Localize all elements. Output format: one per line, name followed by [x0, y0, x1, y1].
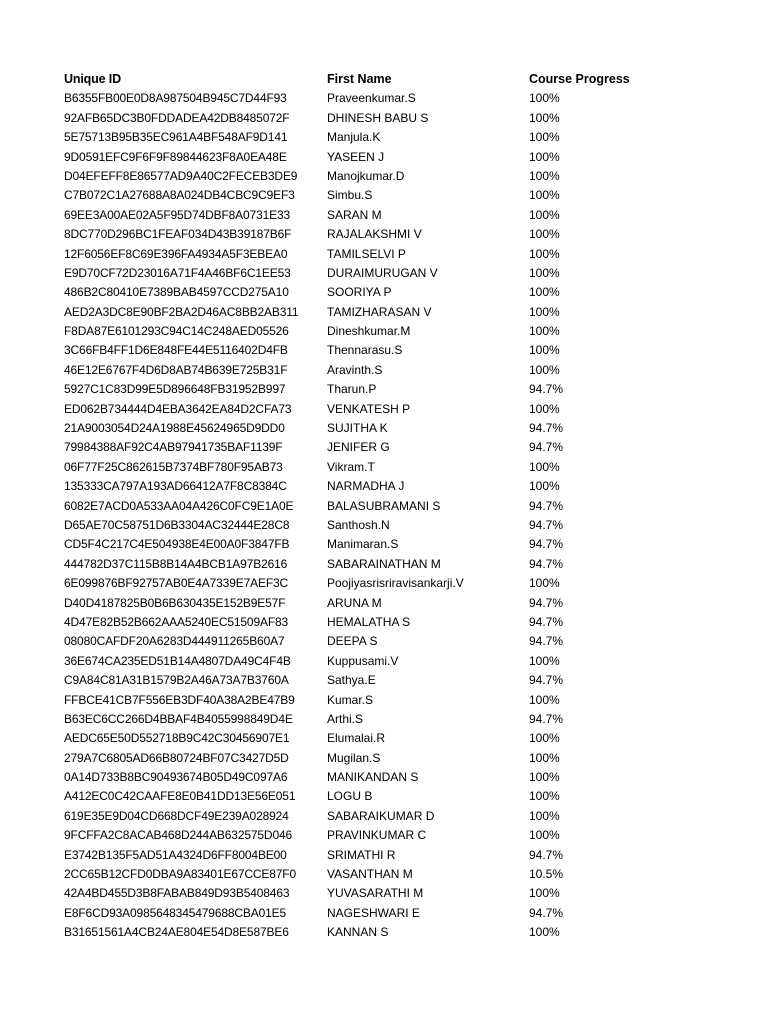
table-row [0, 691, 768, 710]
table-row [0, 322, 768, 341]
cell-unique-id: 6E099876BF92757AB0E4A7339E7AEF3C [64, 576, 289, 591]
table-row [0, 671, 768, 690]
cell-unique-id: E8F6CD93A0985648345479688CBA01E5 [64, 905, 287, 920]
cell-unique-id: 444782D37C115B8B14A4BCB1A97B2616 [64, 556, 288, 571]
cell-course-progress: 94.7% [529, 498, 564, 513]
cell-unique-id: 06F77F25C862615B7374BF780F95AB73 [64, 459, 283, 474]
table-row [0, 826, 768, 845]
cell-course-progress: 94.7% [529, 673, 564, 688]
cell-first-name: VENKATESH P [327, 401, 411, 416]
cell-first-name: Elumalai.R [327, 731, 386, 746]
cell-course-progress: 100% [529, 925, 560, 940]
cell-unique-id: 0A14D733B8BC90493674B05D49C097A6 [64, 770, 288, 785]
cell-course-progress: 100% [529, 188, 560, 203]
cell-unique-id: 3C66FB4FF1D6E848FE44E5116402D4FB [64, 343, 288, 358]
table-header-row [0, 70, 768, 89]
cell-first-name: DURAIMURUGAN V [327, 265, 438, 280]
cell-course-progress: 100% [529, 246, 560, 261]
cell-first-name: Aravinth.S [327, 362, 383, 377]
table-row [0, 225, 768, 244]
cell-course-progress: 94.7% [529, 382, 564, 397]
table-row [0, 497, 768, 516]
cell-unique-id: E3742B135F5AD51A4324D6FF8004BE00 [64, 847, 287, 862]
cell-first-name: VASANTHAN M [327, 867, 413, 882]
spreadsheet-table [0, 70, 768, 943]
cell-course-progress: 100% [529, 828, 560, 843]
table-row [0, 904, 768, 923]
cell-course-progress: 94.7% [529, 517, 564, 532]
cell-first-name: Santhosh.N [327, 517, 390, 532]
cell-course-progress: 100% [529, 130, 560, 145]
cell-course-progress: 100% [529, 149, 560, 164]
cell-unique-id: D65AE70C58751D6B3304AC32444E28C8 [64, 517, 290, 532]
cell-course-progress: 100% [529, 343, 560, 358]
table-body [0, 89, 768, 942]
header-first-name: First Name [327, 72, 392, 86]
cell-first-name: DHINESH BABU S [327, 110, 429, 125]
cell-first-name: MANIKANDAN S [327, 770, 419, 785]
cell-first-name: SARAN M [327, 207, 382, 222]
table-row [0, 846, 768, 865]
cell-first-name: DEEPA S [327, 634, 378, 649]
cell-course-progress: 100% [529, 304, 560, 319]
table-row [0, 574, 768, 593]
table-row [0, 206, 768, 225]
cell-course-progress: 94.7% [529, 905, 564, 920]
cell-course-progress: 100% [529, 886, 560, 901]
cell-unique-id: 5927C1C83D99E5D896648FB31952B997 [64, 382, 286, 397]
cell-course-progress: 94.7% [529, 614, 564, 629]
cell-unique-id: 6082E7ACD0A533AA04A426C0FC9E1A0E [64, 498, 294, 513]
cell-unique-id: 4D47E82B52B662AAA5240EC51509AF83 [64, 614, 289, 629]
cell-unique-id: 08080CAFDF20A6283D444911265B60A7 [64, 634, 285, 649]
cell-unique-id: 279A7C6805AD66B80724BF07C3427D5D [64, 750, 289, 765]
cell-course-progress: 94.7% [529, 537, 564, 552]
table-row [0, 341, 768, 360]
cell-first-name: Sathya.E [327, 673, 376, 688]
cell-first-name: KANNAN S [327, 925, 389, 940]
cell-course-progress: 100% [529, 750, 560, 765]
cell-first-name: Manjula.K [327, 130, 381, 145]
table-row [0, 807, 768, 826]
table-row [0, 477, 768, 496]
table-row [0, 361, 768, 380]
cell-unique-id: C9A84C81A31B1579B2A46A73A7B3760A [64, 673, 289, 688]
table-row [0, 787, 768, 806]
table-row [0, 458, 768, 477]
cell-first-name: Kuppusami.V [327, 653, 399, 668]
cell-first-name: PRAVINKUMAR C [327, 828, 427, 843]
cell-course-progress: 94.7% [529, 711, 564, 726]
table-row [0, 729, 768, 748]
cell-course-progress: 94.7% [529, 847, 564, 862]
cell-course-progress: 100% [529, 91, 560, 106]
cell-unique-id: 135333CA797A193AD66412A7F8C8384C [64, 479, 287, 494]
cell-first-name: SABARAIKUMAR D [327, 808, 435, 823]
cell-first-name: SRIMATHI R [327, 847, 396, 862]
cell-unique-id: 8DC770D296BC1FEAF034D43B39187B6F [64, 227, 292, 242]
table-row [0, 419, 768, 438]
table-row [0, 632, 768, 651]
table-row [0, 613, 768, 632]
table-row [0, 516, 768, 535]
cell-course-progress: 100% [529, 285, 560, 300]
cell-first-name: Poojiyasrisriravisankarji.V [327, 576, 464, 591]
cell-course-progress: 10.5% [529, 867, 564, 882]
cell-unique-id: 79984388AF92C4AB97941735BAF1139F [64, 440, 283, 455]
cell-first-name: Simbu.S [327, 188, 373, 203]
cell-unique-id: AEDC65E50D552718B9C42C30456907E1 [64, 731, 290, 746]
cell-course-progress: 100% [529, 653, 560, 668]
cell-first-name: Tharun.P [327, 382, 377, 397]
header-course-progress: Course Progress [529, 72, 630, 86]
table-row [0, 186, 768, 205]
cell-first-name: Praveenkumar.S [327, 91, 416, 106]
table-row [0, 167, 768, 186]
table-row [0, 749, 768, 768]
cell-first-name: Manojkumar.D [327, 168, 405, 183]
cell-unique-id: 9FCFFA2C8ACAB468D244AB632575D046 [64, 828, 293, 843]
cell-first-name: Dineshkumar.M [327, 324, 411, 339]
cell-unique-id: 46E12E6767F4D6D8AB74B639E725B31F [64, 362, 288, 377]
cell-unique-id: 92AFB65DC3B0FDDADEA42DB8485072F [64, 110, 290, 125]
cell-unique-id: B63EC6CC266D4BBAF4B4055998849D4E [64, 711, 293, 726]
cell-course-progress: 100% [529, 576, 560, 591]
cell-first-name: BALASUBRAMANI S [327, 498, 441, 513]
table-row [0, 535, 768, 554]
table-row [0, 109, 768, 128]
cell-unique-id: D40D4187825B0B6B630435E152B9E57F [64, 595, 286, 610]
table-row [0, 400, 768, 419]
table-row [0, 652, 768, 671]
cell-unique-id: 42A4BD455D3B8FABAB849D93B5408463 [64, 886, 290, 901]
cell-course-progress: 100% [529, 459, 560, 474]
cell-first-name: ARUNA M [327, 595, 382, 610]
table-row [0, 865, 768, 884]
cell-unique-id: C7B072C1A27688A8A024DB4CBC9C9EF3 [64, 188, 295, 203]
cell-course-progress: 100% [529, 227, 560, 242]
cell-unique-id: 5E75713B95B35EC961A4BF548AF9D141 [64, 130, 288, 145]
table-row [0, 710, 768, 729]
cell-unique-id: ED062B734444D4EBA3642EA84D2CFA73 [64, 401, 292, 416]
table-row [0, 283, 768, 302]
cell-course-progress: 94.7% [529, 556, 564, 571]
cell-first-name: HEMALATHA S [327, 614, 411, 629]
header-unique-id: Unique ID [64, 72, 121, 86]
cell-first-name: TAMILSELVI P [327, 246, 406, 261]
cell-course-progress: 94.7% [529, 634, 564, 649]
cell-unique-id: 36E674CA235ED51B14A4807DA49C4F4B [64, 653, 291, 668]
cell-unique-id: A412EC0C42CAAFE8E0B41DD13E56E051 [64, 789, 296, 804]
cell-unique-id: E9D70CF72D23016A71F4A46BF6C1EE53 [64, 265, 291, 280]
cell-unique-id: FFBCE41CB7F556EB3DF40A38A2BE47B9 [64, 692, 295, 707]
cell-unique-id: 12F6056EF8C69E396FA4934A5F3EBEA0 [64, 246, 288, 261]
cell-first-name: YASEEN J [327, 149, 385, 164]
cell-course-progress: 94.7% [529, 440, 564, 455]
table-row [0, 148, 768, 167]
cell-first-name: Arthi.S [327, 711, 364, 726]
table-row [0, 923, 768, 942]
cell-unique-id: 21A9003054D24A1988E45624965D9DD0 [64, 421, 285, 436]
cell-first-name: RAJALAKSHMI V [327, 227, 422, 242]
table-row [0, 768, 768, 787]
table-row [0, 89, 768, 108]
cell-first-name: SOORIYA P [327, 285, 392, 300]
cell-course-progress: 100% [529, 207, 560, 222]
cell-course-progress: 100% [529, 731, 560, 746]
cell-first-name: YUVASARATHI M [327, 886, 424, 901]
table-row [0, 884, 768, 903]
table-row [0, 303, 768, 322]
table-row [0, 594, 768, 613]
cell-unique-id: 2CC65B12CFD0DBA9A83401E67CCE87F0 [64, 867, 297, 882]
cell-course-progress: 94.7% [529, 421, 564, 436]
cell-unique-id: 619E35E9D04CD668DCF49E239A028924 [64, 808, 289, 823]
cell-course-progress: 100% [529, 479, 560, 494]
cell-course-progress: 100% [529, 770, 560, 785]
cell-first-name: Mugilan.S [327, 750, 381, 765]
cell-first-name: Vikram.T [327, 459, 375, 474]
cell-first-name: SUJITHA K [327, 421, 388, 436]
cell-first-name: Kumar.S [327, 692, 374, 707]
cell-course-progress: 100% [529, 110, 560, 125]
table-row [0, 128, 768, 147]
cell-course-progress: 100% [529, 692, 560, 707]
cell-first-name: JENIFER G [327, 440, 390, 455]
cell-course-progress: 100% [529, 808, 560, 823]
cell-first-name: NARMADHA J [327, 479, 405, 494]
cell-course-progress: 94.7% [529, 595, 564, 610]
cell-unique-id: 69EE3A00AE02A5F95D74DBF8A0731E33 [64, 207, 291, 222]
table-row [0, 245, 768, 264]
cell-unique-id: B6355FB00E0D8A987504B945C7D44F93 [64, 91, 287, 106]
table-row [0, 438, 768, 457]
cell-course-progress: 100% [529, 265, 560, 280]
cell-first-name: SABARAINATHAN M [327, 556, 441, 571]
cell-first-name: LOGU B [327, 789, 373, 804]
cell-unique-id: F8DA87E6101293C94C14C248AED05526 [64, 324, 289, 339]
cell-first-name: Manimaran.S [327, 537, 399, 552]
cell-first-name: NAGESHWARI E [327, 905, 420, 920]
cell-unique-id: CD5F4C217C4E504938E4E00A0F3847FB [64, 537, 290, 552]
cell-course-progress: 100% [529, 168, 560, 183]
cell-unique-id: AED2A3DC8E90BF2BA2D46AC8BB2AB311 [64, 304, 299, 319]
cell-course-progress: 100% [529, 362, 560, 377]
cell-course-progress: 100% [529, 324, 560, 339]
cell-unique-id: 486B2C80410E7389BAB4597CCD275A10 [64, 285, 289, 300]
cell-course-progress: 100% [529, 789, 560, 804]
cell-unique-id: B31651561A4CB24AE804E54D8E587BE6 [64, 925, 289, 940]
cell-unique-id: D04EFEFF8E86577AD9A40C2FECEB3DE9 [64, 168, 298, 183]
table-row [0, 380, 768, 399]
cell-first-name: Thennarasu.S [327, 343, 403, 358]
cell-first-name: TAMIZHARASAN V [327, 304, 432, 319]
cell-course-progress: 100% [529, 401, 560, 416]
table-row [0, 264, 768, 283]
table-row [0, 555, 768, 574]
cell-unique-id: 9D0591EFC9F6F9F89844623F8A0EA48E [64, 149, 287, 164]
